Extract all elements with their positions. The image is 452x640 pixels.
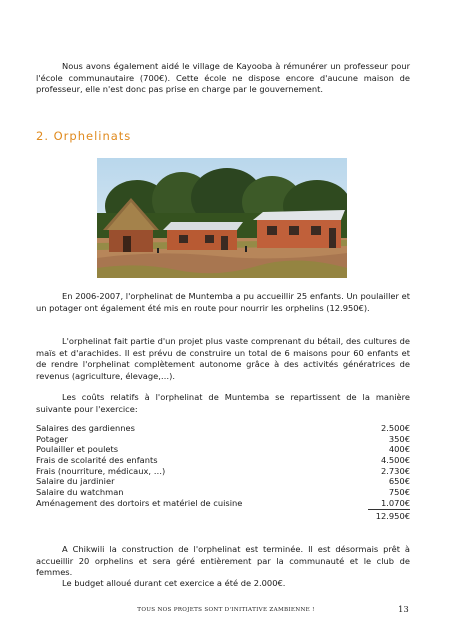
- paragraph-1-text: En 2006-2007, l'orphelinat de Muntemba a pu accueillir 25 enfants. Un poulailler et un potager ont également été mis en route pour nourrir les orphelins (12.950€).: [36, 291, 410, 313]
- intro-text: Nous avons également aidé le village de Kayooba à rémunérer un professeur pour l'école communautaire (700€). Cette école ne dispose encore d'aucune maison de professeur, elle n'est donc pas prise en charge par le gouvernement.: [36, 61, 410, 95]
- cost-label: Poulailler et poulets: [36, 444, 119, 455]
- paragraph-4-text: A Chikwili la construction de l'orphelinat est terminée. Il est désormais prêt à accueillir 20 orphelins et sera géré entièrement par la communauté et le club de femmes.: [36, 544, 410, 578]
- cost-total: 12.950€: [368, 509, 410, 521]
- cost-amount: 350€: [388, 433, 410, 444]
- cost-row: [36, 498, 410, 509]
- orphanage-photo: [97, 158, 347, 278]
- cost-label: Salaires des gardiennes: [36, 423, 135, 433]
- paragraph-3-text: Les coûts relatifs à l'orphelinat de Muntemba se repartissent de la manière suivante pour l'exercice:: [36, 392, 410, 414]
- orphanage-photo-image: [97, 158, 347, 278]
- page-footer: TOUS NOS PROJETS SONT D'INITIATIVE ZAMBIENNE !: [137, 607, 315, 613]
- cost-label: Aménagement des dortoirs et matériel de cuisine: [36, 497, 243, 508]
- cost-amount: 400€: [388, 444, 410, 455]
- paragraph-4: [36, 544, 410, 579]
- cost-total-row: [36, 509, 410, 521]
- cost-amount: 2.730€: [380, 465, 410, 476]
- cost-amount: 650€: [388, 476, 410, 487]
- paragraph-5-text: Le budget alloué durant cet exercice a été de 2.000€.: [62, 578, 286, 588]
- paragraph-5: [36, 578, 410, 590]
- paragraph-3: [36, 392, 410, 415]
- cost-label: Salaire du watchman: [36, 487, 124, 498]
- cost-amount: 4.500€: [380, 455, 410, 466]
- paragraph-1: [36, 291, 410, 314]
- cost-row: [36, 444, 410, 455]
- cost-amount: 750€: [388, 487, 410, 498]
- cost-row: [36, 434, 410, 445]
- paragraph-2: [36, 336, 410, 382]
- paragraph-2-text: L'orphelinat fait partie d'un projet plus vaste comprenant du bétail, des cultures de maïs et d'arachides. Il est prévu de construire un total de 6 maisons pour 60 enfants et de rendre l'orphelinat complètement autonome grâce à des activités génératrices de revenus (agriculture, élevage,…).: [36, 336, 410, 381]
- cost-label: Frais (nourriture, médicaux, …): [36, 465, 166, 476]
- intro-paragraph: [36, 61, 410, 96]
- cost-row: [36, 455, 410, 466]
- page-number: 13: [398, 605, 409, 615]
- section-heading: 2. Orphelinats: [36, 129, 132, 143]
- cost-row: [36, 476, 410, 487]
- cost-row: [36, 466, 410, 477]
- cost-amount: 1.070€: [380, 497, 410, 508]
- cost-label: Potager: [36, 433, 68, 444]
- cost-label: Salaire du jardinier: [36, 476, 115, 487]
- cost-label: Frais de scolarité des enfants: [36, 455, 158, 466]
- cost-amount: 2.500€: [380, 423, 410, 433]
- cost-row: [36, 423, 410, 434]
- cost-row: [36, 487, 410, 498]
- cost-table: [36, 423, 410, 521]
